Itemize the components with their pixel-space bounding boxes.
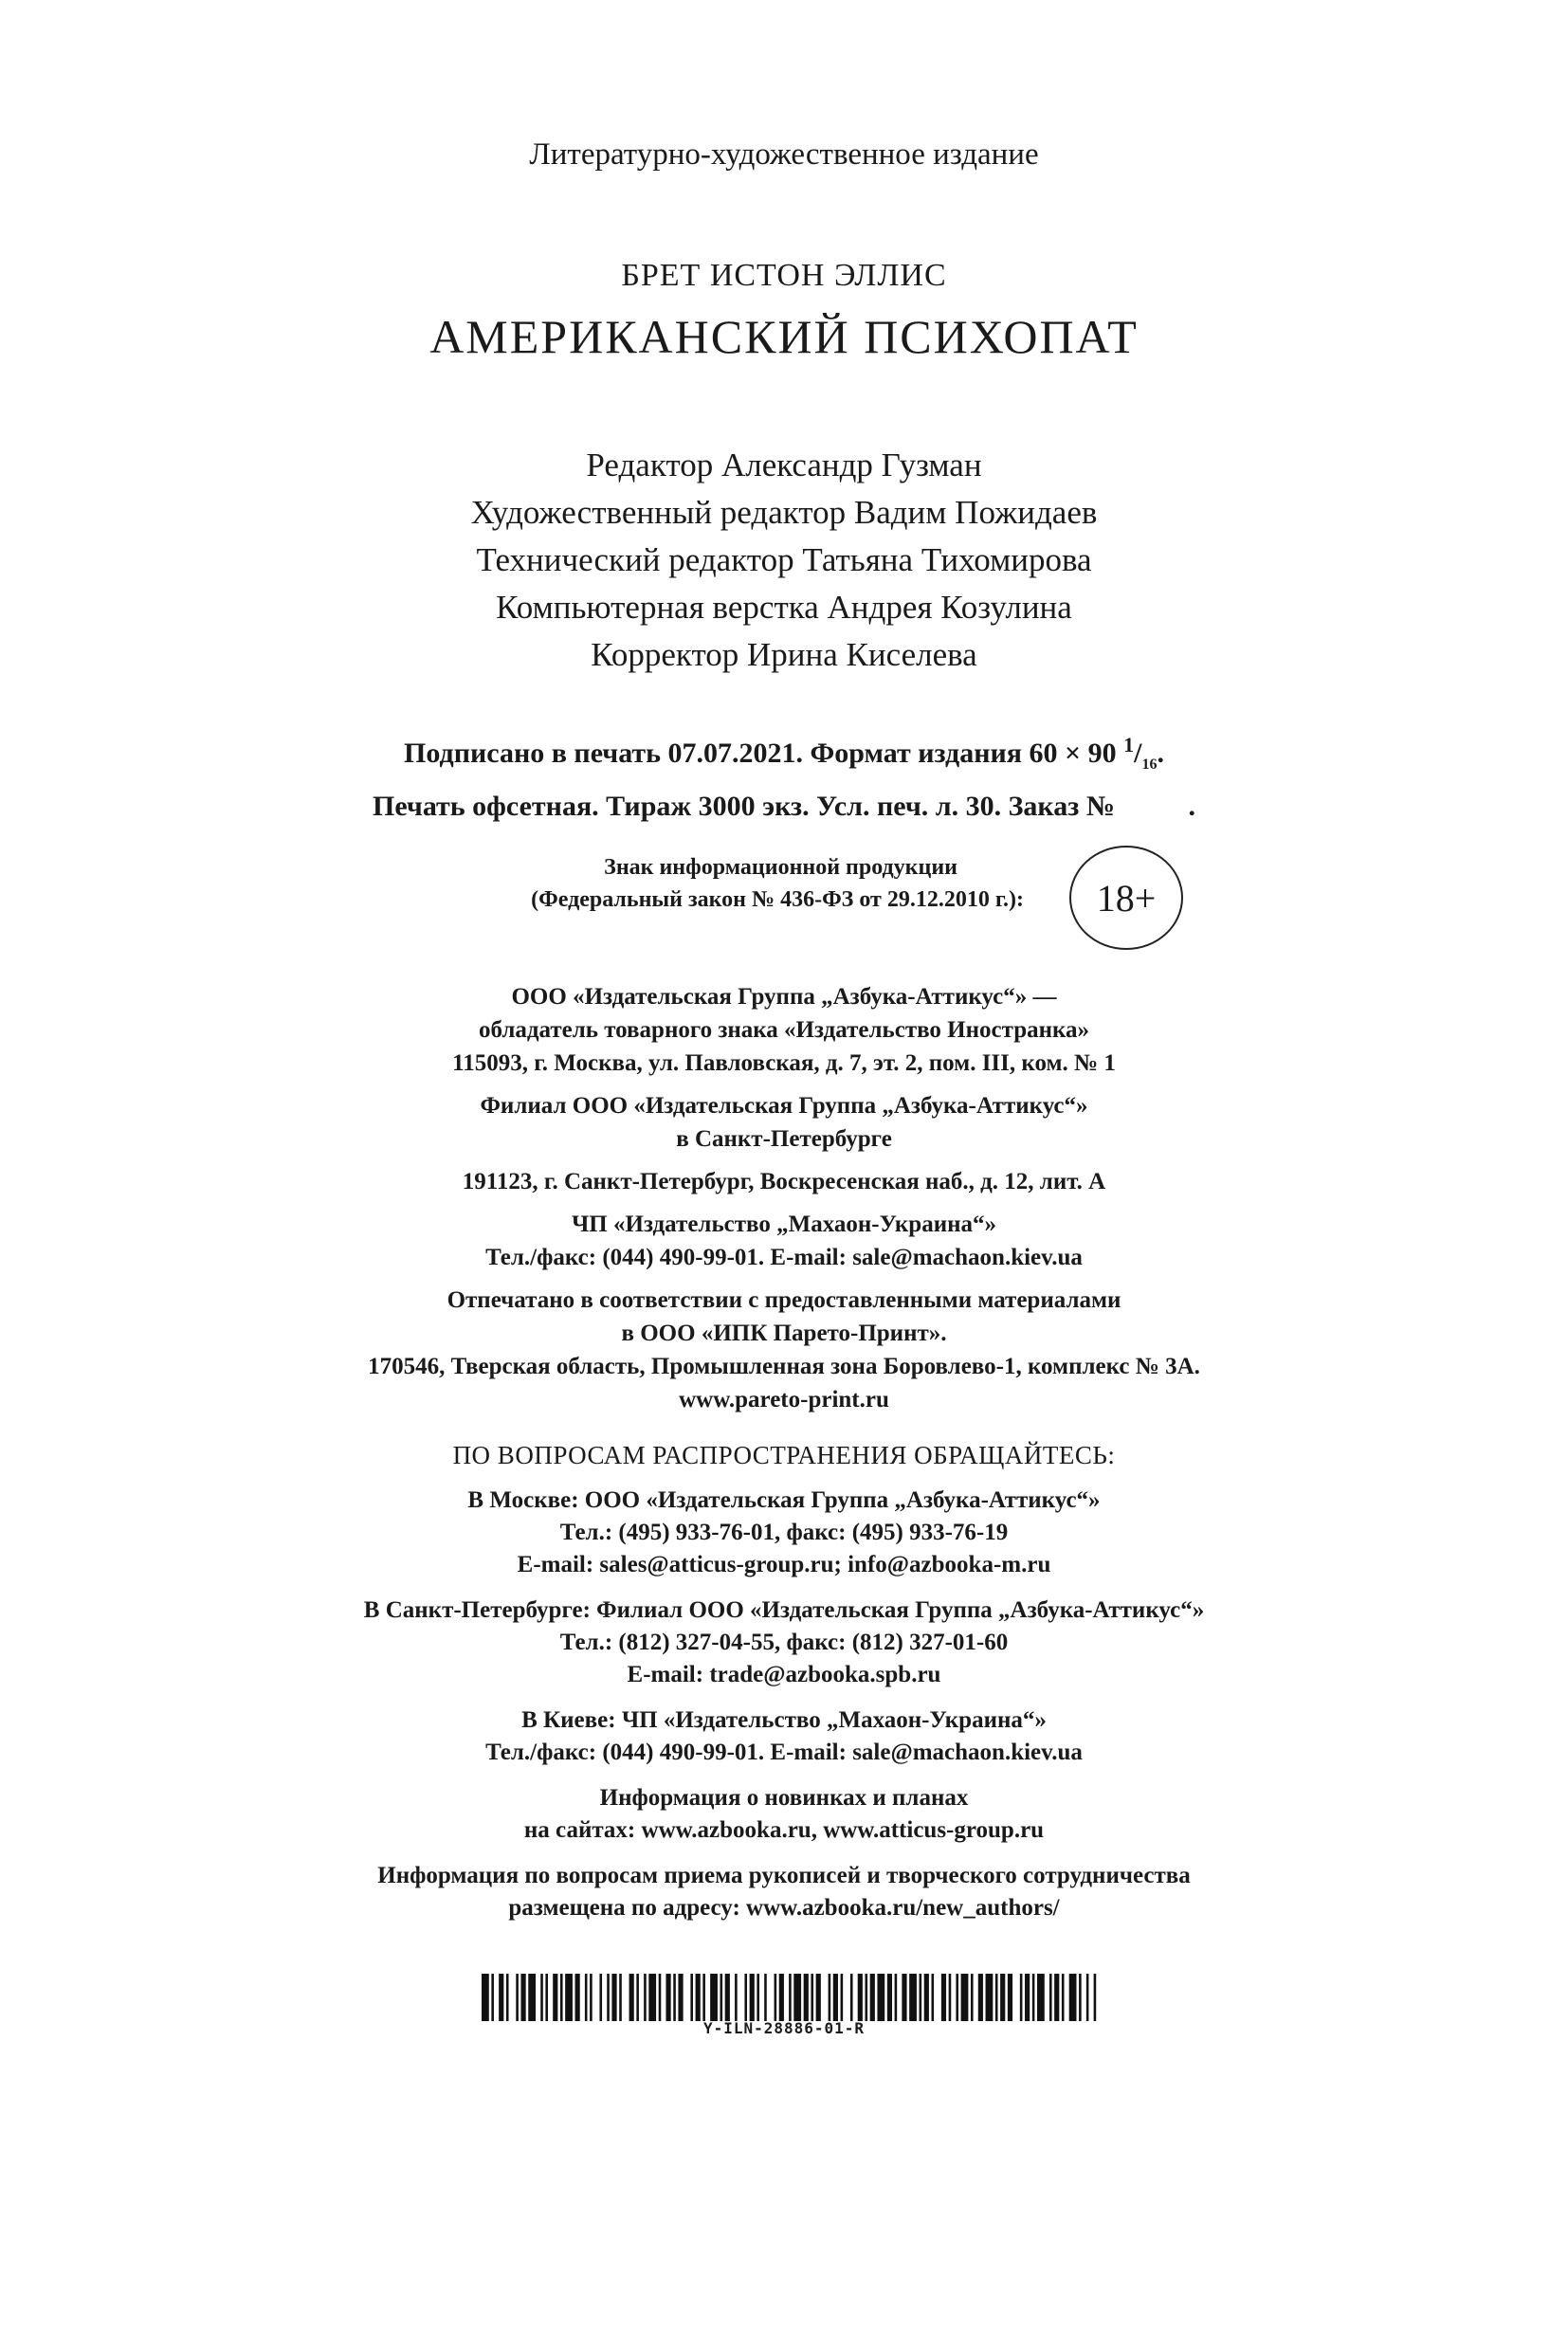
barcode-caption: [0, 2019, 1568, 2037]
edition-type: [0, 137, 1568, 173]
distribution-heading-text: ПО ВОПРОСАМ РАСПРОСТРАНЕНИЯ ОБРАЩАЙТЕСЬ:: [452, 1441, 1116, 1469]
printer-line: 170546, Тверская область, Промышленная зона Боровлево-1, комплекс № 3А.: [368, 1354, 1200, 1379]
distribution-line: Информация по вопросам приема рукописей и творческого сотрудничества: [377, 1863, 1191, 1888]
age-rating-label: [417, 851, 1024, 916]
age-rating-label-1: Знак информационной продукции: [604, 855, 957, 880]
printer-line: в ООО «ИПК Парето-Принт».: [621, 1321, 947, 1346]
distribution-line: Тел./факс: (044) 490-99-01. E-mail: sale@machaon.kiev.ua: [485, 1740, 1083, 1765]
author-text: БРЕТ ИСТОН ЭЛЛИС: [621, 258, 947, 293]
book-title-text: АМЕРИКАНСКИЙ ПСИХОПАТ: [429, 310, 1139, 363]
distribution-line: на сайтах: www.azbooka.ru, www.atticus-group.ru: [523, 1817, 1045, 1843]
age-rating-row: [0, 846, 1568, 959]
print-info: [0, 724, 1568, 828]
print-info-line-1: [0, 724, 1568, 786]
publisher-line: ЧП «Издательство „Махаон-Украина“»: [571, 1212, 997, 1237]
publisher-line: Филиал ООО «Издательская Группа „Азбука-Аттикус“»: [480, 1093, 1088, 1119]
credit-technical-editor: Технический редактор Татьяна Тихомирова: [476, 541, 1092, 578]
publisher-line: в Санкт-Петербурге: [676, 1126, 892, 1152]
print-signed-format: Подписано в печать 07.07.2021. Формат издания 60 × 90: [404, 738, 1117, 769]
distribution-line: Тел.: (495) 933-76-01, факс: (495) 933-76-19: [559, 1520, 1009, 1545]
print-line-2-end: .: [1188, 791, 1195, 822]
edition-type-text: Литературно-художественное издание: [529, 137, 1039, 172]
credit-layout: Компьютерная верстка Андрея Козулина: [496, 589, 1072, 626]
format-numerator: 1: [1123, 733, 1135, 756]
age-rating-badge: [1069, 846, 1183, 950]
printer-line: Отпечатано в соответствии с предоставленными материалами: [447, 1287, 1121, 1313]
printer-website: www.pareto-print.ru: [679, 1387, 889, 1412]
distribution-line: размещена по адресу: www.azbooka.ru/new_authors/: [508, 1895, 1060, 1921]
publisher-line: обладатель товарного знака «Издательство Иностранка»: [478, 1017, 1090, 1043]
distribution-line: В Москве: ООО «Издательская Группа „Азбука-Аттикус“»: [467, 1487, 1101, 1513]
publisher-line: ООО «Издательская Группа „Азбука-Аттикус“» —: [511, 984, 1057, 1010]
distribution-info: [0, 1485, 1568, 1924]
distribution-line: В Санкт-Петербурге: Филиал ООО «Издательская Группа „Азбука-Аттикус“»: [363, 1597, 1205, 1623]
book-title: [0, 309, 1568, 364]
author-name: [0, 258, 1568, 294]
distribution-line: Информация о новинках и планах: [599, 1785, 969, 1811]
print-line-1-end: .: [1157, 738, 1164, 769]
barcode-icon: [482, 1974, 1103, 2021]
credits-list: [0, 442, 1568, 679]
publisher-line: 115093, г. Москва, ул. Павловская, д. 7, эт. 2, пом. III, ком. № 1: [452, 1050, 1116, 1076]
distribution-line: В Киеве: ЧП «Издательство „Махаон-Украина“»: [521, 1707, 1047, 1733]
publisher-line: Тел./факс: (044) 490-99-01. E-mail: sale@machaon.kiev.ua: [485, 1245, 1083, 1270]
age-rating-badge-text: 18+: [1096, 876, 1157, 920]
format-denominator: 16: [1141, 756, 1158, 773]
format-slash: /: [1134, 738, 1142, 769]
distribution-line: E-mail: trade@azbooka.spb.ru: [627, 1662, 941, 1687]
print-run-order: Печать офсетная. Тираж 3000 экз. Усл. печ. л. 30. Заказ №: [373, 791, 1115, 822]
barcode-caption-text: Y-ILN-28886-01-R: [702, 2019, 866, 2037]
publisher-info: [0, 980, 1568, 1416]
distribution-line: E-mail: sales@atticus-group.ru; info@azbooka-m.ru: [517, 1552, 1051, 1577]
print-info-line-2: [0, 786, 1568, 828]
credit-proofreader: Корректор Ирина Киселева: [591, 636, 977, 673]
distribution-heading: [0, 1441, 1568, 1470]
credit-editor: Редактор Александр Гузман: [586, 447, 982, 483]
credit-art-editor: Художественный редактор Вадим Пожидаев: [470, 494, 1098, 531]
publisher-line: 191123, г. Санкт-Петербург, Воскресенская наб., д. 12, лит. А: [462, 1169, 1106, 1194]
distribution-line: Тел.: (812) 327-04-55, факс: (812) 327-01-60: [559, 1630, 1009, 1655]
age-rating-label-2: (Федеральный закон № 436-ФЗ от 29.12.2010 г.):: [531, 887, 1024, 912]
